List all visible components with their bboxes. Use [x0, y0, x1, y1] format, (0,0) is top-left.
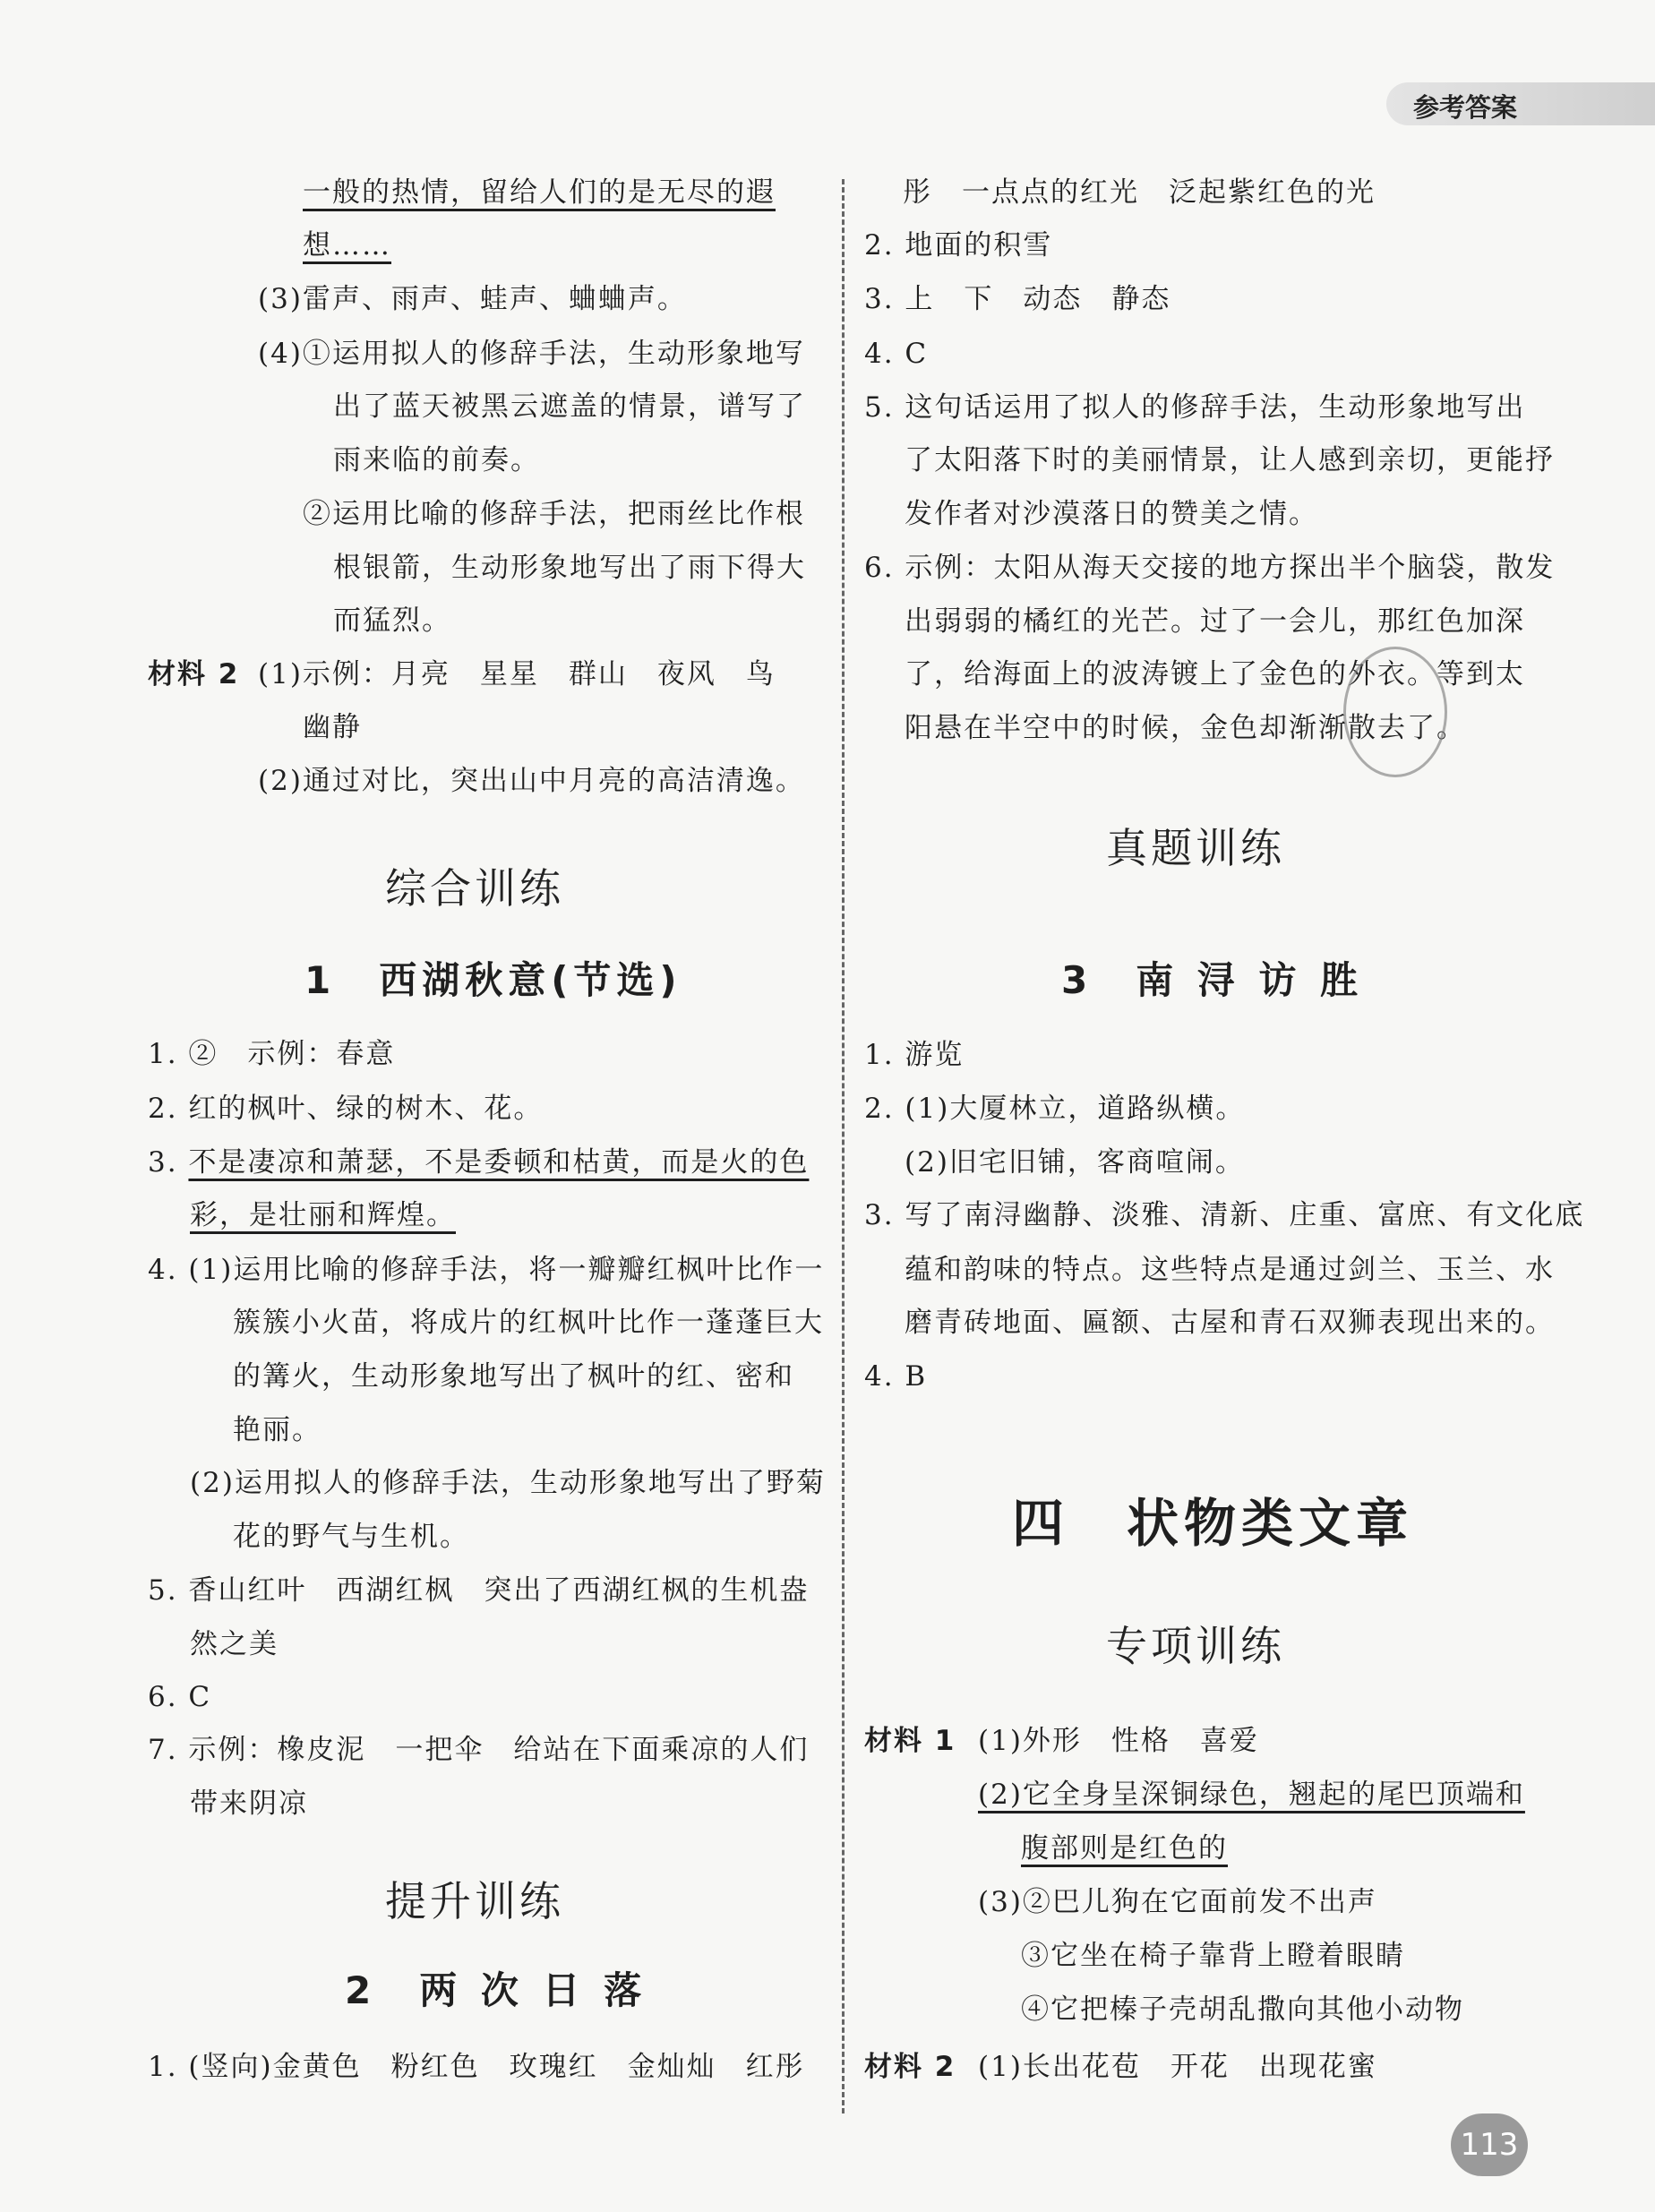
- right-line-6c: 了，给海面上的波涛镀上了金色的外衣。等到太: [905, 658, 1525, 690]
- material-1-label: 材料 1: [864, 1725, 956, 1757]
- left-line-7: ②运用比喻的修辞手法，把雨丝比作根: [303, 498, 805, 530]
- left-line-2: 想……: [303, 229, 391, 261]
- xihu-answer-6: 6. C: [148, 1681, 212, 1713]
- material-2-line-2: 幽静: [303, 711, 362, 743]
- material-1-line-3: 腹部则是红色的: [1021, 1832, 1228, 1865]
- right-line-6a: 6. 示例：太阳从海天交接的地方探出半个脑袋，散发: [864, 552, 1556, 584]
- nanxun-answer-3a: 3. 写了南浔幽静、淡雅、清新、庄重、富庶、有文化底: [864, 1199, 1585, 1231]
- xihu-answer-3-cont: 彩，是壮丽和辉煌。: [190, 1199, 456, 1231]
- left-line-1: 一般的热情，留给人们的是无尽的遐: [303, 176, 776, 209]
- left-line-3: (3)雷声、雨声、蛙声、蛐蛐声。: [258, 283, 687, 315]
- right-line-6d: 阳悬在半空中的时候，金色却渐渐散去了。: [905, 712, 1466, 744]
- material-1-line-4: (3)②巴儿狗在它面前发不出声: [978, 1886, 1377, 1918]
- xihu-answer-2: 2. 红的枫叶、绿的树木、花。: [148, 1093, 544, 1125]
- liangci-answer-1: 1. (竖向)金黄色 粉红色 玫瑰红 金灿灿 红彤: [148, 2051, 805, 2083]
- nanxun-answer-3b: 蕴和韵味的特点。这些特点是通过剑兰、玉兰、水: [905, 1254, 1555, 1286]
- xihu-answer-4b: 簇簇小火苗，将成片的红枫叶比作一蓬蓬巨大: [233, 1307, 824, 1339]
- nanxun-answer-2b: (2)旧宅旧铺，客商喧闹。: [905, 1146, 1245, 1179]
- section-heading-zhenti: 真题训练: [1106, 824, 1285, 872]
- right-line-5c: 发作者对沙漠落日的赞美之情。: [905, 498, 1318, 530]
- section-heading-zhuanxiang: 专项训练: [1106, 1622, 1285, 1670]
- left-line-4: (4)①运用拟人的修辞手法，生动形象地写: [258, 338, 805, 370]
- right-line-5a: 5. 这句话运用了拟人的修辞手法，生动形象地写出: [864, 391, 1526, 424]
- left-line-8: 根银箭，生动形象地写出了雨下得大: [333, 552, 806, 584]
- nanxun-answer-3c: 磨青砖地面、匾额、古屋和青石双狮表现出来的。: [905, 1307, 1555, 1339]
- xihu-answer-1: 1. ② 示例：春意: [148, 1038, 396, 1070]
- left-line-6: 雨来临的前奏。: [333, 444, 540, 476]
- page-number-badge: 113: [1451, 2113, 1528, 2176]
- xihu-answer-4f: 花的野气与生机。: [233, 1521, 469, 1553]
- xihu-answer-5b: 然之美: [190, 1628, 279, 1660]
- xihu-answer-4d: 艳丽。: [233, 1414, 322, 1446]
- right-line-3: 3. 上 下 动态 静态: [864, 283, 1171, 315]
- article-title-liangci: 2 两 次 日 落: [345, 1968, 647, 2012]
- material-2-line-1: (1)示例：月亮 星星 群山 夜风 鸟: [258, 658, 776, 690]
- header-tab: [1386, 82, 1655, 125]
- right-line-1: 彤 一点点的红光 泛起紫红色的光: [903, 176, 1376, 209]
- material-1-line-6: ④它把榛子壳胡乱撒向其他小动物: [1021, 1993, 1464, 2026]
- column-divider: [842, 179, 845, 2113]
- section-heading-tisheng: 提升训练: [385, 1877, 564, 1925]
- xihu-answer-5a: 5. 香山红叶 西湖红枫 突出了西湖红枫的生机盎: [148, 1574, 810, 1607]
- right-line-2: 2. 地面的积雪: [864, 229, 1053, 261]
- material-2-right-label: 材料 2: [864, 2051, 956, 2083]
- left-line-9: 而猛烈。: [333, 604, 451, 637]
- material-2-label: 材料 2: [148, 658, 240, 690]
- article-title-nanxun: 3 南 浔 访 胜: [1061, 958, 1364, 1002]
- xihu-answer-3: [148, 1143, 809, 1182]
- material-2-line-3: (2)通过对比，突出山中月亮的高洁清逸。: [258, 765, 805, 797]
- left-line-5: 出了蓝天被黑云遮盖的情景，谱写了: [333, 390, 806, 423]
- chapter-title-si: 四 状物类文章: [1012, 1493, 1414, 1554]
- seal-stamp: [1343, 647, 1447, 777]
- material-1-line-1: (1)外形 性格 喜爱: [978, 1725, 1259, 1757]
- material-1-line-2: (2)它全身呈深铜绿色，翘起的尾巴顶端和: [978, 1779, 1525, 1811]
- nanxun-answer-1: 1. 游览: [864, 1039, 965, 1071]
- header-tab-label: 参考答案: [1413, 92, 1518, 123]
- article-title-xihu: 1 西湖秋意(节选): [304, 958, 682, 1002]
- material-1-line-5: ③它坐在椅子靠背上瞪着眼睛: [1021, 1940, 1405, 1972]
- right-line-6b: 出弱弱的橘红的光芒。过了一会儿，那红色加深: [905, 605, 1525, 638]
- xihu-answer-3-num: 3.: [148, 1146, 189, 1179]
- xihu-answer-7b: 带来阴凉: [190, 1788, 308, 1820]
- section-heading-zonghe: 综合训练: [385, 864, 564, 913]
- xihu-answer-7a: 7. 示例：橡皮泥 一把伞 给站在下面乘凉的人们: [148, 1734, 810, 1766]
- material-2-right-line-1: (1)长出花苞 开花 出现花蜜: [978, 2051, 1377, 2083]
- right-line-4: 4. C: [864, 338, 929, 370]
- xihu-answer-3-text: 不是凄凉和萧瑟，不是委顿和枯黄，而是火的色: [188, 1146, 810, 1179]
- right-line-5b: 了太阳落下时的美丽情景，让人感到亲切，更能抒: [905, 444, 1555, 476]
- nanxun-answer-2a: 2. (1)大厦林立，道路纵横。: [864, 1093, 1246, 1125]
- xihu-answer-4c: 的篝火，生动形象地写出了枫叶的红、密和: [233, 1360, 794, 1393]
- xihu-answer-4e: (2)运用拟人的修辞手法，生动形象地写出了野菊: [190, 1467, 826, 1499]
- nanxun-answer-4: 4. B: [864, 1360, 928, 1393]
- xihu-answer-4a: 4. (1)运用比喻的修辞手法，将一瓣瓣红枫叶比作一: [148, 1254, 825, 1286]
